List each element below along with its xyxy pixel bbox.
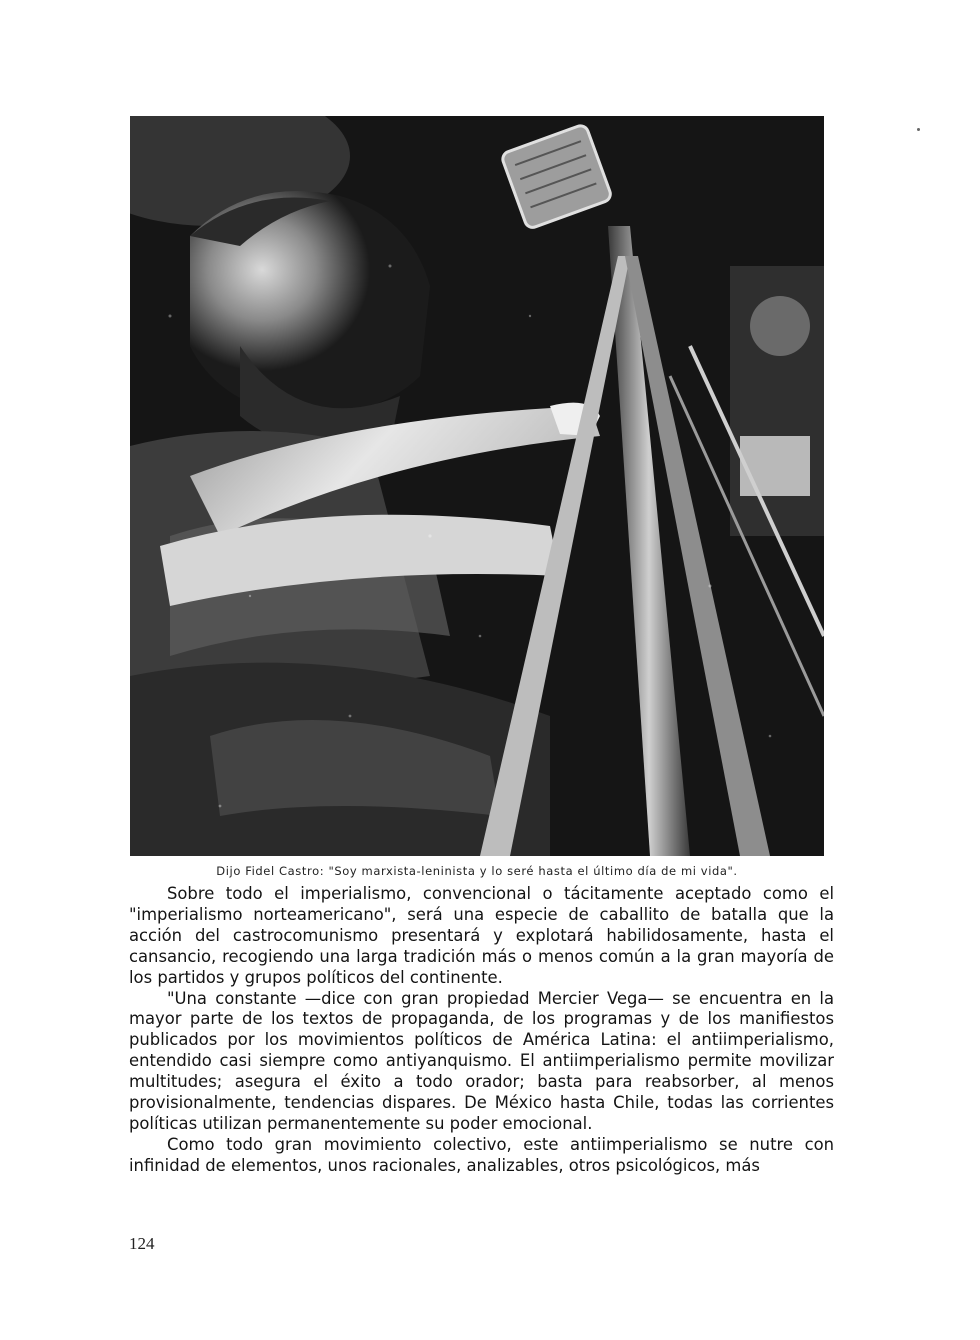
photograph-image [130, 116, 824, 856]
body-text [129, 884, 834, 1177]
paragraph: Como todo gran movimiento colectivo, este antiimperialismo se nutre con infinidad de elementos, unos racionales, analizables, otros psicológicos, más [129, 1134, 834, 1175]
page-number: 124 [129, 1234, 155, 1253]
photograph [130, 116, 824, 856]
photo-caption: Dijo Fidel Castro: "Soy marxista-leninista y lo seré hasta el último día de mi vida". [216, 864, 738, 878]
paragraph: Sobre todo el imperialismo, convencional o tácitamente aceptado como el "imperialismo norteamericano", será una especie de caballito de batalla que la acción del castrocomunismo presentará y explotará habilidosamente, hasta el cansancio, recogiendo una larga tradición más o menos común a la gran mayoría de los partidos y grupos políticos del continente. [129, 884, 834, 987]
paragraph: "Una constante —dice con gran propiedad Mercier Vega— se encuentra en la mayor parte de los textos de propaganda, de los programas y de los manifiestos publicados por los movimientos políticos de América Latina: el antiimperialismo, entendido casi siempre como antiyanquismo. El antiimperialismo permite movilizar multitudes; asegura el éxito a todo orador; basta para reabsorber, al menos provisionalmente, tendencias dispares. De México hasta Chile, todas las corrientes políticas utilizan permanentemente su poder emocional. [129, 988, 834, 1133]
scan-speck [917, 128, 920, 131]
